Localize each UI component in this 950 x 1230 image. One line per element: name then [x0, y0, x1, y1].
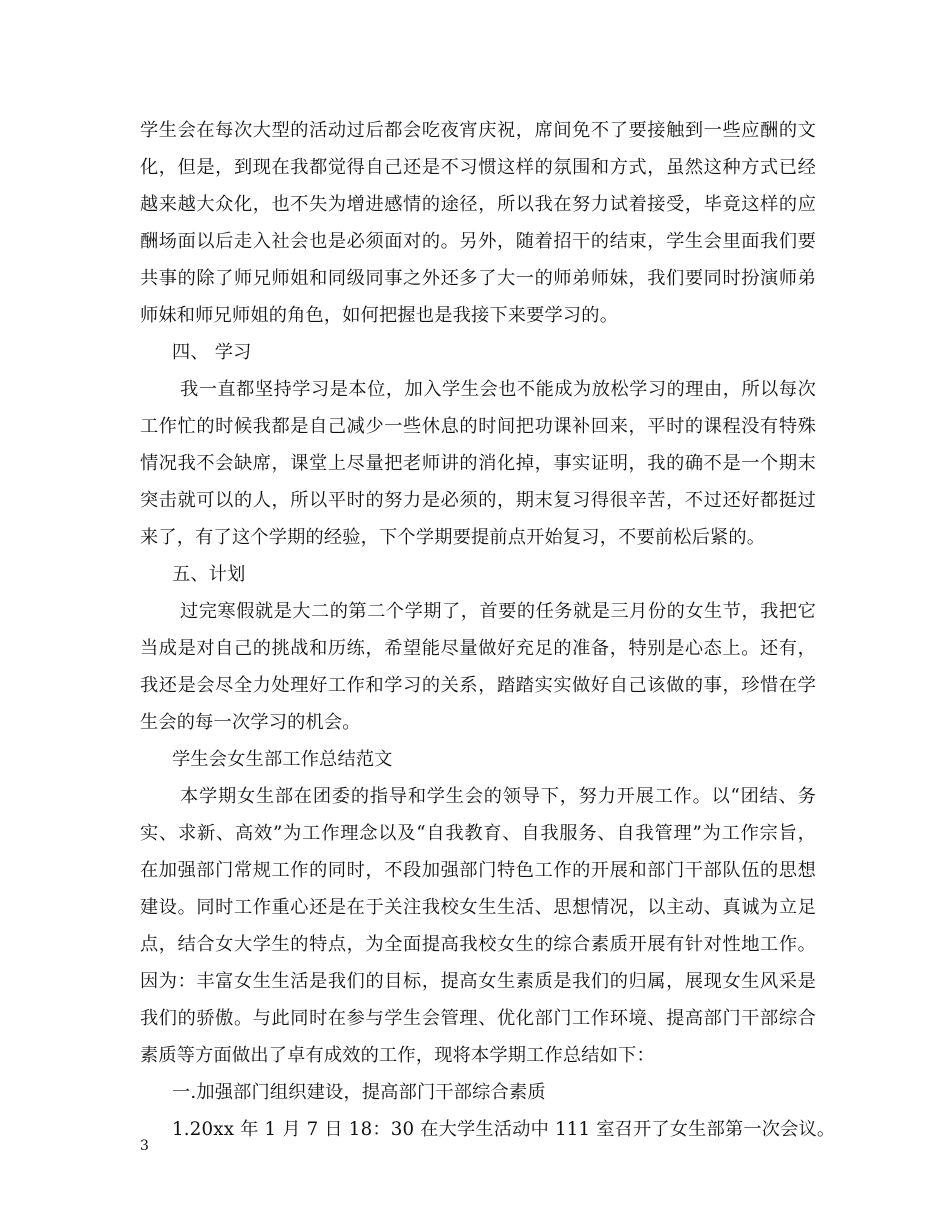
text-line: 素质等方面做出了卓有成效的工作，现将本学期工作总结如下：: [140, 1045, 655, 1066]
text-line: 学生会女生部工作总结范文: [172, 749, 393, 770]
text-line: 酬场面以后走入社会也是必须面对的。另外，随着招干的结束，学生会里面我们要: [140, 231, 816, 252]
text-line: 来了，有了这个学期的经验，下个学期要提前点开始复习，不要前松后紧的。: [140, 527, 766, 548]
text-line: 突击就可以的人，所以平时的努力是必须的，期末复习得很辛苦，不过还好都挺过: [140, 490, 816, 511]
text-line: 化，但是，到现在我都觉得自己还是不习惯这样的氛围和方式，虽然这种方式已经: [140, 157, 816, 178]
text-line: 师妹和师兄师姐的角色，如何把握也是我接下来要学习的。: [140, 305, 619, 326]
text-line: 在加强部门常规工作的同时，不段加强部门特色工作的开展和部门干部队伍的思想: [140, 860, 816, 881]
text-line: 共事的除了师兄师姐和同级同事之外还多了大一的师弟师妹，我们要同时扮演师弟: [140, 268, 816, 289]
text-line: 本学期女生部在团委的指导和学生会的领导下，努力开展工作。以“团结、务: [180, 786, 816, 807]
text-line: 我们的骄傲。与此同时在参与学生会管理、优化部门工作环境、提高部门干部综合: [140, 1008, 816, 1029]
text-line: 建设。同时工作重心还是在于关注我校女生生活、思想情况，以主动、真诚为立足: [140, 897, 816, 918]
text-line: 我一直都坚持学习是本位，加入学生会也不能成为放松学习的理由，所以每次: [180, 379, 816, 400]
text-line: 情况我不会缺席，课堂上尽量把老师讲的消化掉，事实证明，我的确不是一个期末: [140, 453, 816, 474]
text-line: 越来越大众化，也不失为增进感情的途径，所以我在努力试着接受，毕竟这样的应: [140, 194, 816, 215]
text-line: 一.加强部门组织建设，提高部门干部综合素质: [172, 1082, 546, 1103]
text-line: 实、求新、高效”为工作理念以及“自我教育、自我服务、自我管理”为工作宗旨，: [140, 823, 816, 844]
text-line: 四、 学习: [172, 342, 252, 363]
document-body: [140, 112, 836, 1148]
text-line: 因为：丰富女生生活是我们的目标，提高女生素质是我们的归属，展现女生风采是: [140, 971, 816, 992]
text-line: 1.20xx 年 1 月 7 日 18：30 在大学生活动中 111 室召开了女生部第一次会议。: [172, 1119, 836, 1140]
text-line: 点，结合女大学生的特点，为全面提高我校女生的综合素质开展有针对性地工作。: [140, 934, 816, 955]
text-line: 过完寒假就是大二的第二个学期了，首要的任务就是三月份的女生节，我把它: [180, 601, 816, 622]
text-line: 工作忙的时候我都是自己减少一些休息的时间把功课补回来，平时的课程没有特殊: [140, 416, 816, 437]
text-line: 我还是会尽全力处理好工作和学习的关系，踏踏实实做好自己该做的事，珍惜在学: [140, 675, 816, 696]
text-line: 当成是对自己的挑战和历练，希望能尽量做好充足的准备，特别是心态上。还有，: [140, 638, 816, 659]
text-line: 生会的每一次学习的机会。: [140, 712, 361, 733]
page-number: 3: [140, 1138, 149, 1154]
text-line: 学生会在每次大型的活动过后都会吃夜宵庆祝，席间免不了要接触到一些应酬的文: [140, 120, 816, 141]
text-line: 五、计划: [172, 564, 246, 585]
